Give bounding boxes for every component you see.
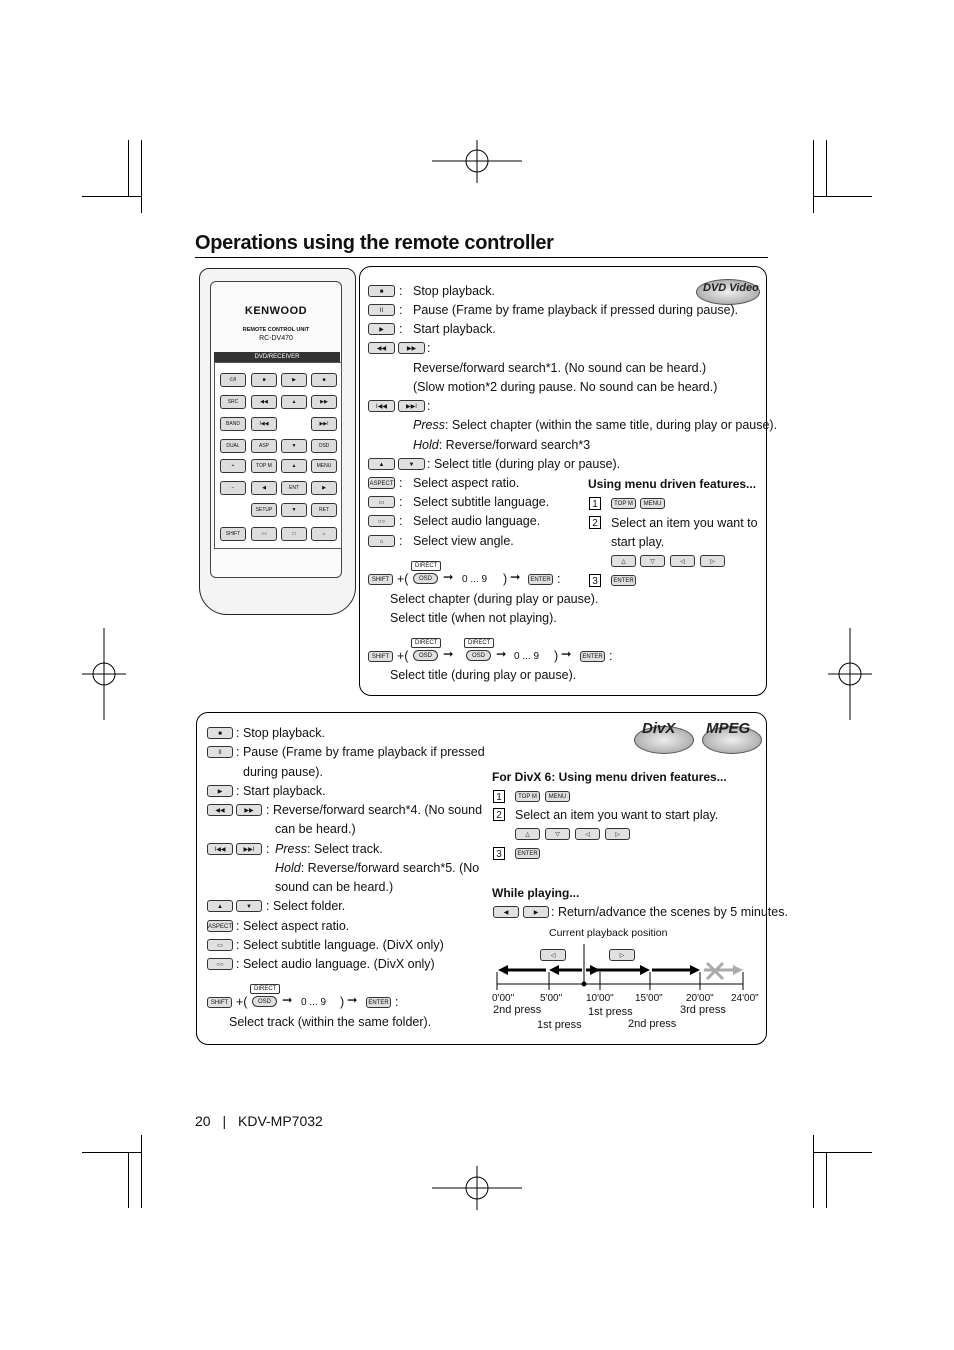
dvd-menu-step-2-text2: start play. (611, 535, 665, 549)
remote-down2-button: ▼ (281, 503, 307, 517)
dvd-menu-down-key: ▽ (640, 555, 665, 567)
divx-menu-up-key: △ (515, 828, 540, 840)
remote-brand: KENWOOD (244, 305, 308, 317)
timeline-time-5: 24'00" (731, 993, 759, 1004)
remote-osd-button: OSD (311, 439, 337, 453)
play-key: ▶ (368, 323, 395, 335)
remote-model: RC-DV470 (259, 335, 293, 342)
remote-vol-up-button: + (220, 459, 246, 473)
remote-play-button: ▶ (281, 373, 307, 387)
divx-topm-key: TOP M (515, 791, 540, 802)
dvd-direct1-direct-label: DIRECT (411, 561, 441, 571)
pause-key: II (368, 304, 395, 316)
timeline-time-3: 15'00" (635, 993, 663, 1004)
divx-stop-text: : Stop playback. (236, 726, 325, 740)
mpeg-logo: MPEG (706, 720, 751, 737)
divx-menu-step-1: 1 (493, 790, 505, 803)
timeline-left-key: ◁ (540, 949, 566, 961)
dvd-press-text: : Select chapter (within the same title, during play or pause). (444, 418, 778, 432)
divx-audio-key: ○○ (207, 958, 233, 970)
dvd-direct1-colon: : (557, 572, 561, 586)
remote-enter-button: ENT (281, 481, 307, 495)
divx-aspect-key: ASPECT (207, 920, 233, 932)
page-title: Operations using the remote controller (195, 232, 554, 254)
dvd-direct1-line1: Select chapter (during play or pause). (390, 592, 599, 606)
divx-skip-text3: sound can be heard.) (275, 880, 394, 894)
divx-direct-shift-key: SHIFT (207, 997, 232, 1008)
divx-logo: DivX (642, 720, 676, 737)
divx-search-text2: can be heard.) (275, 822, 356, 836)
divx-direct-plus: +( (236, 995, 248, 1009)
dvd-direct2-direct-label-2: DIRECT (464, 638, 494, 648)
dvd-audio-colon: : (399, 514, 403, 528)
divx-play-key: ▶ (207, 785, 233, 797)
remote-mode-label: DVD/RECEIVER (214, 352, 340, 362)
dvd-direct1-osd-key: OSD (413, 573, 438, 584)
timeline-time-0: 0'00" (492, 993, 515, 1004)
dvd-direct2-arrow1: ➞ (443, 647, 454, 661)
divx-pause-key: II (207, 746, 233, 758)
dvd-aspect-colon: : (399, 476, 403, 490)
dvd-search-line1: Reverse/forward search*1. (No sound can be heard.) (413, 361, 707, 375)
remote-stop-button: ■ (251, 373, 277, 387)
dvd-direct1-close: ) (503, 572, 508, 586)
timeline-press-0: 2nd press (493, 1004, 542, 1016)
rewind-key: ◀◀ (368, 342, 395, 354)
remote-source-button: SRC (220, 395, 246, 409)
dvd-direct2-osd-key-2: OSD (466, 650, 491, 661)
dvd-direct2-arrow3: ➞ (561, 647, 572, 661)
divx-next-key: ▶▶I (236, 843, 262, 855)
dvd-menu-right-key: ▷ (700, 555, 725, 567)
dvd-search-line2: (Slow motion*2 during pause. No sound can be heard.) (413, 380, 718, 394)
next-key: ▶▶I (398, 400, 425, 412)
divx-direct-osd-key: OSD (252, 996, 277, 1007)
dvd-menu-up-key: △ (611, 555, 636, 567)
divx-direct-label: DIRECT (250, 984, 280, 994)
dvd-logo: DVD Video (703, 282, 759, 294)
divx-menu-key: MENU (545, 791, 570, 802)
dvd-aspect-text: Select aspect ratio. (413, 476, 520, 490)
dvd-direct2-close: ) (554, 649, 559, 663)
divx-rewind-key: ◀◀ (207, 804, 233, 816)
remote-dual-button: DUAL (220, 439, 246, 453)
remote-pause-button: ■ (311, 373, 337, 387)
prev-key: I◀◀ (368, 400, 395, 412)
dvd-menu-enter-key: ENTER (611, 575, 636, 586)
divx-hold-text: : Reverse/forward search*5. (No (300, 861, 480, 875)
divx-subtitle-text: : Select subtitle language. (DivX only) (236, 938, 444, 952)
divx-skip-colon: : (266, 842, 270, 856)
remote-att-button: ⏻/I (220, 373, 246, 387)
divx-folder-text: : Select folder. (266, 899, 346, 913)
remote-shift-button: SHIFT (220, 527, 246, 541)
angle-key: ⌂ (368, 535, 395, 547)
remote-unit-name: REMOTE CONTROL UNIT (242, 327, 310, 333)
timeline-time-4: 20'00" (686, 993, 714, 1004)
up-key: ▲ (368, 458, 395, 470)
while-playing-text: : Return/advance the scenes by 5 minutes. (551, 905, 788, 919)
divx-pause-text2: during pause). (243, 765, 323, 779)
dvd-menu-step-2: 2 (589, 516, 601, 529)
dvd-direct1-enter-key: ENTER (528, 574, 553, 585)
dvd-subtitle-text: Select subtitle language. (413, 495, 550, 509)
remote-topm-button: TOP M (251, 459, 277, 473)
divx-menu-heading: For DivX 6: Using menu driven features... (492, 770, 727, 784)
page-number: 20 (195, 1113, 211, 1129)
timeline-time-1: 5'00" (540, 993, 563, 1004)
dvd-skip-colon: : (427, 399, 431, 413)
dvd-direct2-line1: Select title (during play or pause). (390, 668, 577, 682)
divx-menu-step-2: 2 (493, 808, 505, 821)
dvd-menu-step-1: 1 (589, 497, 601, 510)
divx-direct-nums: 0 ... 9 (301, 997, 327, 1008)
divx-prev-key: I◀◀ (207, 843, 233, 855)
remote-aspect-button: ASP (251, 439, 277, 453)
dvd-direct2-nums: 0 ... 9 (514, 651, 540, 662)
divx-menu-enter-key: ENTER (515, 848, 540, 859)
dvd-stop-text: Stop playback. (413, 284, 495, 298)
remote-right-button: ▶ (311, 481, 337, 495)
dvd-press-label: Press (413, 418, 445, 432)
remote-ff-button: ▶▶ (311, 395, 337, 409)
divx-pause-text: : Pause (Frame by frame playback if pressed (236, 745, 485, 759)
divx-direct-colon: : (395, 995, 399, 1009)
dvd-direct2-colon: : (609, 649, 613, 663)
dvd-direct1-shift-key: SHIFT (368, 574, 393, 585)
remote-return-button: RET (311, 503, 337, 517)
remote-setup-button: SETUP (251, 503, 277, 517)
audio-key: ○○ (368, 515, 395, 527)
aspect-key: ASPECT (368, 477, 395, 489)
footer-model: KDV-MP7032 (238, 1113, 323, 1129)
dvd-angle-colon: : (399, 534, 403, 548)
playing-right-key: ▶ (523, 906, 549, 918)
divx-menu-right-key: ▷ (605, 828, 630, 840)
stop-key: ■ (368, 285, 395, 297)
dvd-pause-colon: : (399, 303, 403, 317)
divx-aspect-text: : Select aspect ratio. (236, 919, 350, 933)
divx-audio-text: : Select audio language. (DivX only) (236, 957, 435, 971)
playing-left-key: ◀ (493, 906, 519, 918)
dvd-topm-key: TOP M (611, 498, 636, 509)
timeline-right-key: ▷ (609, 949, 635, 961)
dvd-angle-text: Select view angle. (413, 534, 514, 548)
dvd-direct2-enter-key: ENTER (580, 651, 605, 662)
dvd-menu-step-3: 3 (589, 574, 601, 587)
dvd-play-colon: : (399, 322, 403, 336)
dvd-play-text: Start playback. (413, 322, 496, 336)
divx-direct-close: ) (340, 995, 345, 1009)
remote-angle-button: ⌂ (311, 527, 337, 541)
remote-left-button: ◀ (251, 481, 277, 495)
dvd-direct1-nums: 0 ... 9 (462, 574, 488, 585)
dvd-direct1-plus: +( (397, 572, 409, 586)
divx-subtitle-key: ▭ (207, 939, 233, 951)
dvd-hold-label: Hold (413, 438, 439, 452)
dvd-hold-text: : Reverse/forward search*3 (438, 438, 591, 452)
down-key: ▼ (398, 458, 425, 470)
remote-rew-button: ◀◀ (251, 395, 277, 409)
dvd-subtitle-colon: : (399, 495, 403, 509)
subtitle-key: ▭ (368, 496, 395, 508)
divx-ff-key: ▶▶ (236, 804, 262, 816)
dvd-menu-key: MENU (640, 498, 665, 509)
remote-band-button: BAND (220, 417, 246, 431)
divx-search-text: : Reverse/forward search*4. (No sound (266, 803, 483, 817)
timeline-press-2: 1st press (588, 1006, 633, 1018)
divx-menu-left-key: ◁ (575, 828, 600, 840)
divx-direct-arrow2: ➞ (347, 993, 358, 1007)
dvd-search-colon: : (427, 341, 431, 355)
timeline-press-3: 2nd press (628, 1018, 677, 1030)
dvd-direct2-plus: +( (397, 649, 409, 663)
remote-up2-button: ▲ (281, 459, 307, 473)
dvd-direct2-osd-key-1: OSD (413, 650, 438, 661)
divx-up-key: ▲ (207, 900, 233, 912)
timeline-time-2: 10'00" (586, 993, 614, 1004)
timeline-press-1: 1st press (537, 1019, 582, 1031)
remote-down-button: ▼ (281, 439, 307, 453)
dvd-direct2-shift-key: SHIFT (368, 651, 393, 662)
divx-direct-enter-key: ENTER (366, 997, 391, 1008)
divx-stop-key: ■ (207, 727, 233, 739)
dvd-audio-text: Select audio language. (413, 514, 541, 528)
dvd-direct1-arrow: ➞ (443, 570, 454, 584)
divx-hold-label: Hold (275, 861, 301, 875)
footer-separator: | (222, 1113, 227, 1129)
dvd-title-text: : Select title (during play or pause). (427, 457, 621, 471)
page-footer (195, 1113, 323, 1129)
divx-press-text: : Select track. (306, 842, 383, 856)
divx-menu-step-3: 3 (493, 847, 505, 860)
dvd-menu-step-2-text1: Select an item you want to (611, 516, 758, 530)
remote-subtitle-button: □ (281, 527, 307, 541)
dvd-direct2-direct-label-1: DIRECT (411, 638, 441, 648)
divx-down-key: ▼ (236, 900, 262, 912)
while-playing-heading: While playing... (492, 886, 580, 900)
divx-play-text: : Start playback. (236, 784, 326, 798)
dvd-menu-heading: Using menu driven features... (588, 477, 757, 491)
timeline-press-4: 3rd press (680, 1004, 726, 1016)
dvd-pause-text: Pause (Frame by frame playback if pressed during pause). (413, 303, 739, 317)
timeline-current-label: Current playback position (549, 927, 668, 939)
dvd-direct1-arrow2: ➞ (510, 570, 521, 584)
divx-menu-down-key: ▽ (545, 828, 570, 840)
dvd-direct2-arrow2: ➞ (496, 647, 507, 661)
divx-menu-step-2-text: Select an item you want to start play. (515, 808, 719, 822)
divx-direct-line1: Select track (within the same folder). (229, 1015, 432, 1029)
remote-up-button: ▲ (281, 395, 307, 409)
dvd-stop-colon: : (399, 284, 403, 298)
remote-audio-button: ○○ (251, 527, 277, 541)
remote-vol-down-button: − (220, 481, 246, 495)
remote-menu-button: MENU (311, 459, 337, 473)
fast-forward-key: ▶▶ (398, 342, 425, 354)
remote-prev-button: I◀◀ (251, 417, 277, 431)
dvd-menu-left-key: ◁ (670, 555, 695, 567)
divx-direct-arrow: ➞ (282, 993, 293, 1007)
remote-next-button: ▶▶I (311, 417, 337, 431)
dvd-direct1-line2: Select title (when not playing). (390, 611, 557, 625)
divx-press-label: Press (275, 842, 307, 856)
